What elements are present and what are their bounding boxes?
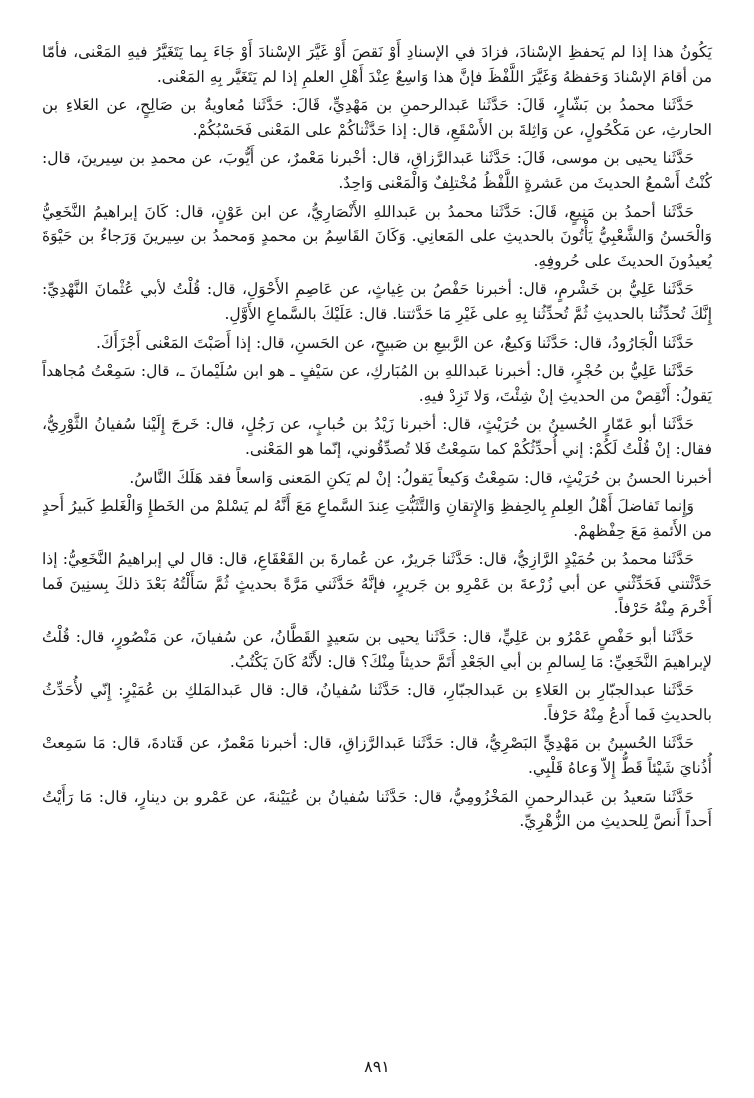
text-body [42,40,712,834]
paragraph: حَدَّثَنا عَلِيُّ بن خَشْرمٍ، قال: أخبرنا حَفْصُ بن غِياثٍ، عن عَاصِمِ الأَحْوَلِ، قال: قُلْتُ لأبي عُثْمانَ النَّهْدِيِّ: إِنَّكَ تُحدِّثُنا بالحديثِ ثُمَّ تُحدِّثُنا بِهِ على غَيْرِ مَا حَدَّثتنا. قال: عَلَيْكَ بالسَّماعِ الأَوَّلِ. [42,280,712,323]
paragraph: حَدَّثَنا محمدُ بن بَشّارٍ، قَالَ: حَدَّثَنا عَبدالرحمنِ بن مَهْدِيٍّ، قَالَ: حَدَّثَنا مُعاويةُ بن صَالِحٍ، عن العَلاءِ بن الحارثِ، عن مَكْحُولٍ، عن وَاثِلةَ بن الأَسْقَعِ، قال: إذا حَدَّثْناكُمْ على المَعْنى فَحَسْبُكُمْ. [42,96,712,139]
paragraph: أخبرنا الحسنُ بن حُرَيْثٍ، قال: سَمِعْتُ وَكيعاً يَقولُ: إنْ لم يَكنِ المَعنى وَاسعاً فقد هَلَكَ النَّاسُ. [129,468,712,487]
paragraph: حَدَّثَنا عَلِيُّ بن حُجْرٍ، قال: أخبرنا عَبداللهِ بن المُبَاركِ، عن سَيْفٍ ـ هو ابن سُلَيْمانَ ـ، قال: سَمِعْتُ مُجاهداً يَقولُ: أَنْقِصْ من الحديثِ إنْ شِئْتَ، وَلا تَزِدْ فيهِ. [42,362,712,405]
paragraph: حَدَّثَنا عبدالجبّارِ بن العَلاءِ بن عَبدالجبّارِ، قال: حَدَّثَنا سُفيانُ، قال: قال عَبدالمَلكِ بن عُمَيْرٍ: إِنّي لأُحَدِّثُ بالحديثِ فَما أَدعُ مِنْهُ حَرْفاً. [42,681,712,724]
paragraph: يَكُونُ هذا إذا لم يَحفظِ الإسْنادَ، فزادَ في الإسنادِ أَوْ نَقصَ أَوْ غَيَّرَ الإسْنادَ أَوْ جَاءَ بِما يَتَغَيَّرُ فيهِ المَعْنى، فأمّا من أقامَ الإسْنادَ وَحَفظهُ وَغَيَّرَ اللَّفْظَ فإنَّ هذا وَاسِعٌ عِنْدَ أَهْلِ العلمِ إذا لم يَتَغَيَّر بِهِ المَعْنى. [42,43,712,86]
paragraph: حَدَّثَنا أبو حَفْصٍ عَمْرُو بن عَلِيٍّ، قال: حَدَّثَنا يحيى بن سَعيدٍ القَطَّانُ، عن سُفيانَ، عن مَنْصُورٍ، قال: قُلْتُ لإبراهيمَ النَّخَعِيِّ: مَا لِسالمِ بن أبي الجَعْدِ أَتَمَّ حديثاً مِنْكَ؟ قال: لأَنَّهُ كَانَ يَكْتُبُ. [42,628,712,671]
paragraph: حَدَّثَنا أبو عَمّارٍ الحُسينُ بن حُرَيْثٍ، قال: أخبرنا زَيْدُ بن حُبابٍ، عن رَجُلٍ، قال: خَرجَ إِلَيْنا سُفيانُ الثَّوْرِيُّ، فقال: إنْ قُلْتُ لَكُمْ: إني أُحدِّثُكُمْ كما سَمِعْتُ فَلا تُصدِّقُوني، إنّما هو المَعْنى. [42,415,712,458]
paragraph: حَدَّثَنا أحمدُ بن مَنِيعٍ، قَالَ: حَدَّثَنا محمدُ بن عَبداللهِ الأَنْصَارِيُّ، عن ابن عَوْنٍ، قال: كَانَ إبراهيمُ النَّخَعِيُّ وَالْحَسنُ وَالشَّعْبِيُّ يَأْتُونَ بالحديثِ على المَعانِي. وَكَانَ القَاسِمُ بن محمدٍ وَمحمدُ بن سِيرينَ وَرَجاءُ بن حَيْوَةَ يُعيدُونَ الحديثَ على حُروفِهِ. [42,202,712,270]
paragraph: حَدَّثَنا سَعيدُ بن عَبدالرحمنِ المَخْزُومِيُّ، قال: حَدَّثَنا سُفيانُ بن عُيَيْنةَ، عن عَمْرو بن دينارٍ، قال: مَا رَأَيْتُ أَحداً أَنصَّ لِلحديثِ من الزُّهْرِيِّ. [42,787,712,831]
paragraph: حَدَّثَنا الحُسينُ بن مَهْدِيٍّ البَصْرِيُّ، قال: حَدَّثَنا عَبدالرَّزاقِ، قال: أخبرنا مَعْمرٌ، عن قَتادةَ، قال: مَا سَمِعتْ أُذُنايَ شَيْئاً قَطُّ إِلاّ وَعاهُ قَلْبِي. [42,734,712,778]
paragraph: حَدَّثَنا يحيى بن موسى، قَالَ: حَدَّثَنا عَبدالرَّزاقِ، قال: أخْبرنا مَعْمرٌ، عن أَيُّوبَ، عن محمدِ بن سِيرينَ، قال: كُنْتُ أَسْمعُ الحديثَ من عَشرةٍ اللَّفْظُ مُخْتلِفٌ وَالْمَعْنى وَاحِدٌ. [42,149,712,192]
paragraph: وَإِنما تَفاضلَ أَهْلُ العِلمِ بِالحِفظِ وَالإِتقانِ وَالتَّثَبُّتِ عِندَ السَّماعِ مَعَ أَنَّهُ لم يَسْلمْ من الخَطإِ وَالْغَلطِ كَبيرُ أَحدٍ من الأَئمةِ مَعَ حِفْظهمْ. [42,497,712,540]
paragraph: حَدَّثَنا الْجَارُودُ، قال: حَدَّثَنا وَكيعٌ، عن الرَّبيعِ بن صَبيحٍ، عن الحَسنِ، قال: إذا أَصَبْتَ المَعْنى أَجْزَأَكَ. [95,333,694,352]
page [42,40,712,1058]
page-number: ٨٩١ [364,1057,390,1076]
paragraph: حَدَّثَنا محمدُ بن حُمَيْدٍ الرَّازِيُّ، قال: حَدَّثَنا جَريرٌ، عن عُمارةَ بن القَعْقَاعِ، قال: قال لي إبراهيمُ النَّخَعِيُّ: إذا حَدَّثْتني فَحَدِّثْني عن أبي زُرْعةَ بن عَمْرِو بن جَريرٍ، فإنَّهُ حَدَّثَني مَرَّةً بحديثٍ ثُمَّ سَأَلْتُهُ بَعْدَ ذلكَ بِسنِينَ فَما أَخْرمَ مِنْهُ حَرْفاً. [42,550,712,618]
